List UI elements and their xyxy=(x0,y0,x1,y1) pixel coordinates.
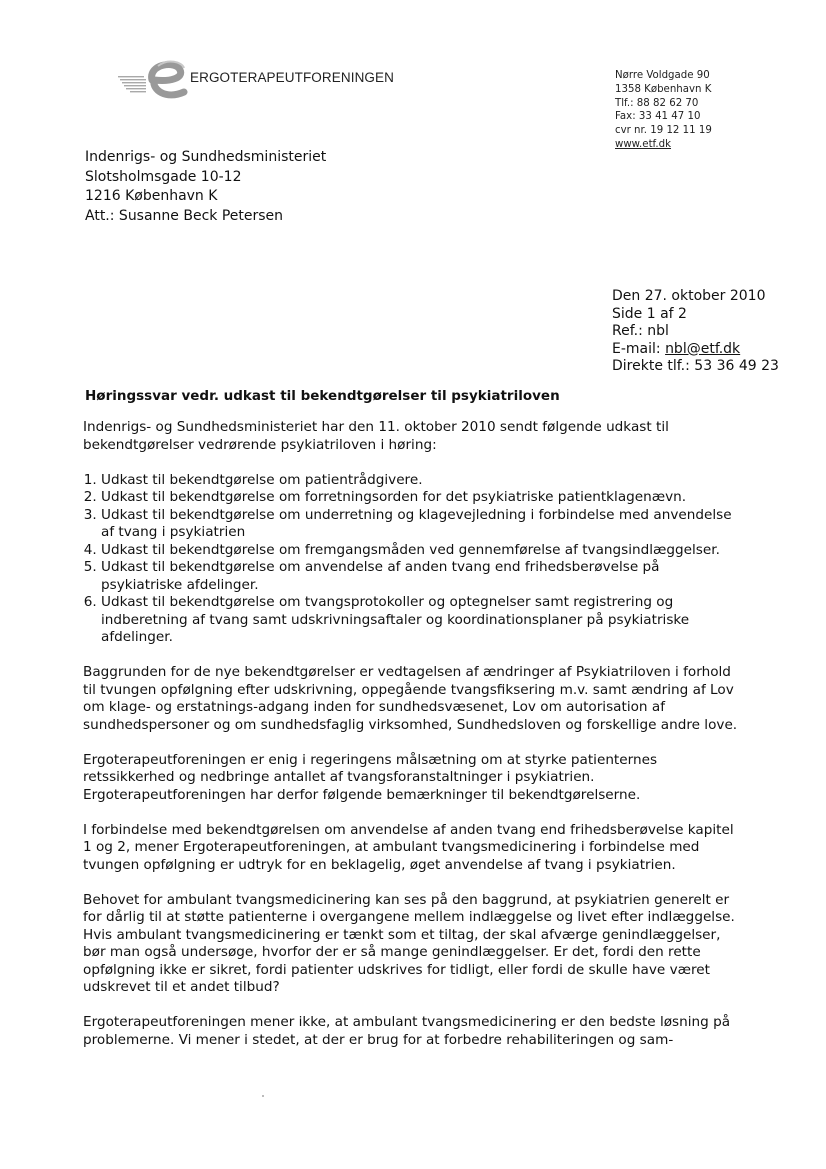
ergoterapeutforeningen-logo xyxy=(118,56,188,102)
recipient-line: Indenrigs- og Sundhedsministeriet xyxy=(85,149,327,165)
body-paragraph: I forbindelse med bekendtgørelsen om anvendelse af anden tvang end frihedsberøvelse kapitel 1 og 2, mener Ergoterapeutforeningen, at ambulant tvangsmedicinering i forbindelse med tvungen opfølgning er udtryk for en beklagelig, øget anvendelse af tvang i psykiatrien. xyxy=(83,821,734,873)
fax-line: Fax: 33 41 47 10 xyxy=(615,111,701,123)
cvr-line: cvr nr. 19 12 11 19 xyxy=(615,125,712,137)
list-item: 4. Udkast til bekendtgørelse om fremgangsmåden ved gennemførelse af tvangsindlæggelser. xyxy=(101,542,743,560)
recipient-line: Slotsholmsgade 10-12 xyxy=(85,168,242,185)
address-line: 1358 København K xyxy=(615,83,712,95)
recipient-line: Att.: Susanne Beck Petersen xyxy=(85,207,284,224)
letter-date: Den 27. oktober 2010 xyxy=(612,288,766,304)
list-item: 1. Udkast til bekendtgørelse om patientrådgivere. xyxy=(101,472,743,490)
website-link[interactable]: www.etf.dk xyxy=(615,138,672,150)
recipient-line: 1216 København K xyxy=(85,188,218,204)
list-item: 3. Udkast til bekendtgørelse om underretning og klagevejledning i forbindelse med anvendelse af tvang i psykiatrien xyxy=(101,507,743,542)
email-label: E-mail: xyxy=(612,340,666,357)
phone-line: Tlf.: 88 82 62 70 xyxy=(615,97,699,109)
email-link[interactable]: nbl@etf.dk xyxy=(665,340,741,357)
reference: Ref.: nbl xyxy=(612,323,669,340)
intro-paragraph: Indenrigs- og Sundhedsministeriet har den 11. oktober 2010 sendt følgende udkast til bekendtgørelser vedrørende psykiatriloven i høring: xyxy=(83,419,669,453)
page-number: Side 1 af 2 xyxy=(612,305,687,322)
body-paragraph: Behovet for ambulant tvangsmedicinering kan ses på den baggrund, at psykiatrien generelt er for dårlig til at støtte patienterne i overgangene mellem indlæggelse og livet efter indlæggelse. Hvis ambulant tvangsmedicinering er tænkt som et tiltag, der skal afværge genindlæggelser, bør man også undersøge, hvorfor der er så mange genindlæggelser. Er det, fordi den rette opfølgning ikke er sikret, fordi patienter udskrives for tidligt, eller fordi de skulle have været udskrevet til et andet tilbud? xyxy=(83,891,735,995)
body-paragraph: Ergoterapeutforeningen er enig i regeringens målsætning om at styrke patienternes retssikkerhed og nedbringe antallet af tvangsforanstaltninger i psykiatrien. Ergoterapeutforeningen har derfor følgende bemærkninger til bekendtgørelserne. xyxy=(83,751,658,803)
letter-body xyxy=(83,419,743,1067)
recipient-address xyxy=(85,148,326,226)
letter-subject: Høringssvar vedr. udkast til bekendtgørelser til psykiatriloven xyxy=(85,388,560,404)
body-paragraph: Baggrunden for de nye bekendtgørelser er vedtagelsen af ændringer af Psykiatriloven i forhold til tvungen opfølgning efter udskrivning, oppegående tvangsfiksering m.v. samt ændring af Lov om klage- og erstatnings-adgang inden for sundhedsvæsenet, Lov om autorisation af sundhedspersoner og om sundhedsfaglig virksomhed, Sundhedsloven og forskellige andre love. xyxy=(83,664,738,733)
sender-address xyxy=(615,69,712,152)
address-line: Nørre Voldgade 90 xyxy=(615,70,710,81)
body-paragraph: Ergoterapeutforeningen mener ikke, at ambulant tvangsmedicinering er den bedste løsning på problemerne. Vi mener i stedet, at der er brug for at forbedre rehabiliteringen og sam- xyxy=(83,1014,731,1048)
list-item: 6. Udkast til bekendtgørelse om tvangsprotokoller og optegnelser samt registrering og indberetning af tvang samt udskrivningsaftaler og koordinationsplaner på psykiatriske afdelinger. xyxy=(101,594,743,647)
org-name: ERGOTERAPEUTFORENINGEN xyxy=(190,70,394,85)
list-item: 5. Udkast til bekendtgørelse om anvendelse af anden tvang end frihedsberøvelse på psykiatriske afdelinger. xyxy=(101,559,743,594)
draft-list xyxy=(83,472,743,647)
direct-phone: Direkte tlf.: 53 36 49 23 xyxy=(612,358,779,375)
list-item: 2. Udkast til bekendtgørelse om forretningsorden for det psykiatriske patientklagenævn. xyxy=(101,489,743,507)
email-line xyxy=(612,341,779,359)
scan-speck xyxy=(262,1095,264,1097)
letter-meta xyxy=(612,288,779,376)
